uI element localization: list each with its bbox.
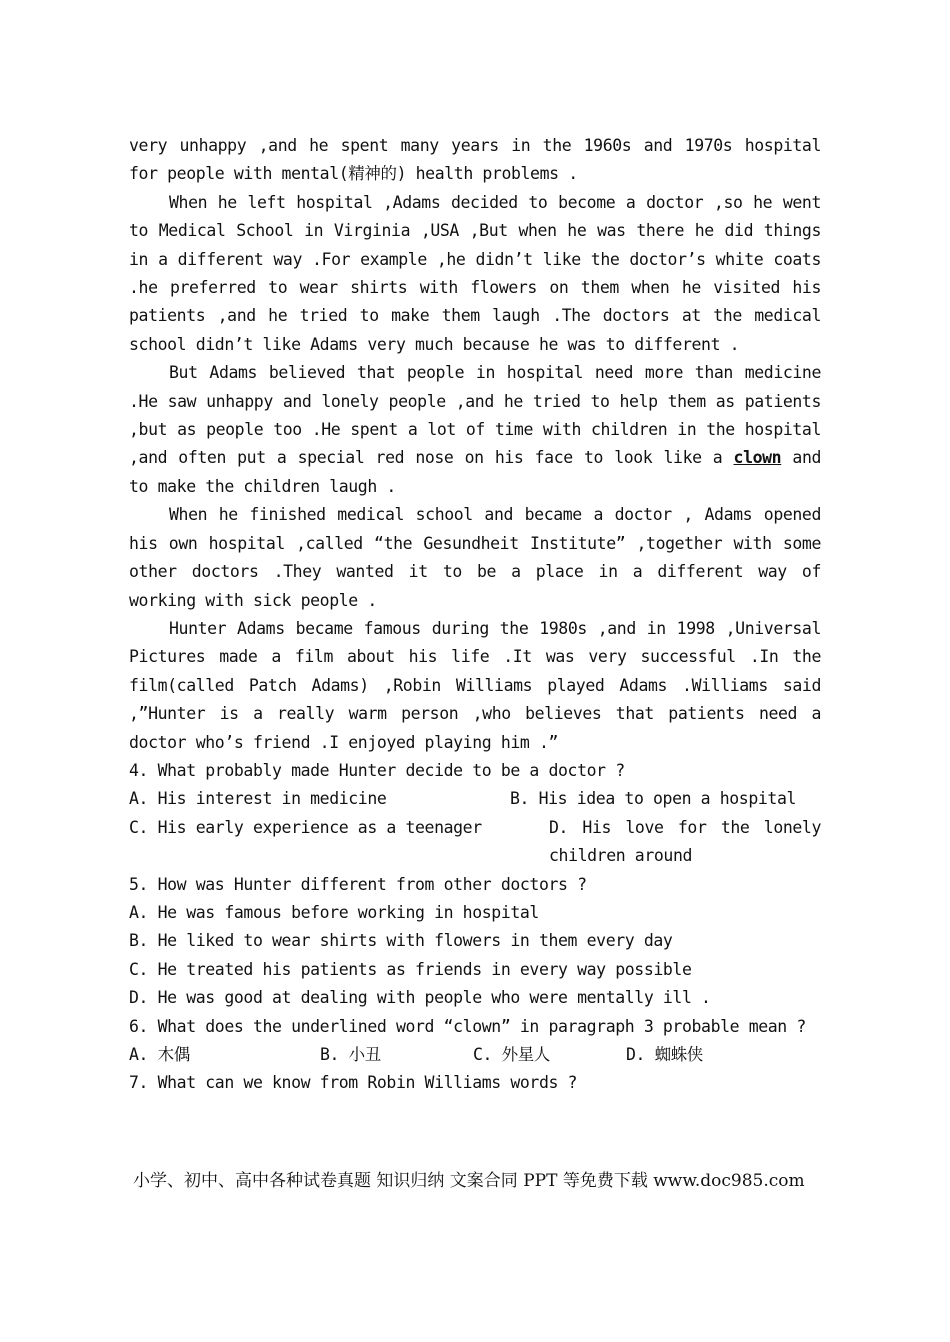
question-4-stem: 4. What probably made Hunter decide to be a doctor ? — [129, 760, 625, 780]
question-7-stem: 7. What can we know from Robin Williams words ? — [129, 1073, 578, 1093]
question-4-option-b: B. His idea to open a hospital — [510, 789, 797, 809]
question-6-option-a: A. 木偶 — [129, 1045, 190, 1065]
question-4-option-a: A. His interest in medicine — [129, 789, 387, 809]
question-4-option-d: D. His love for the lonely children around — [549, 817, 821, 866]
question-5-option-d: D. He was good at dealing with people who were mentally ill . — [129, 988, 711, 1008]
paragraph-2 — [129, 359, 821, 501]
question-6-option-b: B. 小丑 — [320, 1045, 381, 1065]
question-5-stem: 5. How was Hunter different from other doctors ? — [129, 874, 587, 894]
question-4-row-1 — [129, 785, 821, 813]
question-6-options — [129, 1041, 821, 1069]
underlined-word-clown: clown — [733, 448, 782, 468]
reading-passage — [129, 132, 821, 1098]
question-6-option-c: C. 外星人 — [473, 1045, 550, 1065]
paragraph-4: Hunter Adams became famous during the 1980s ,and in 1998 ,Universal Pictures made a film about his life .It was very successful .In the film(called Patch Adams) ,Robin Williams played Adams .Williams said ,”Hunter is a really warm person ,who believes that patients need a doctor who’s friend .I enjoyed playing him .” — [129, 618, 821, 752]
page-footer: 小学、初中、高中各种试卷真题 知识归纳 文案合同 PPT 等免费下载 www.doc985.com — [133, 1171, 805, 1191]
question-5-option-c: C. He treated his patients as friends in every way possible — [129, 959, 692, 979]
paragraph-1: When he left hospital ,Adams decided to become a doctor ,so he went to Medical School in Virginia ,USA ,But when he was there he did things in a different way .For example ,he didn’t like the doctor’s white coats .he preferred to wear shirts with flowers on them when he visited his patients ,and he tried to make them laugh .The doctors at the medical school didn’t like Adams very much because he was to different . — [129, 192, 821, 354]
paragraph-2-text-b: and to make the children laugh . — [129, 448, 822, 496]
question-5-option-b: B. He liked to wear shirts with flowers in them every day — [129, 931, 673, 951]
paragraph-continuation: very unhappy ,and he spent many years in the 1960s and 1970s hospital for people with mental(精神的) health problems . — [129, 136, 821, 184]
paragraph-2-text-a: But Adams believed that people in hospital need more than medicine .He saw unhappy and lonely people ,and he tried to help them as patients ,but as people too .He spent a lot of time with children in the hospital ,and often put a special red nose on his face to look like a — [129, 363, 821, 468]
question-6-stem: 6. What does the underlined word “clown” in paragraph 3 probable mean ? — [129, 1016, 806, 1036]
question-5-option-a: A. He was famous before working in hospital — [129, 902, 539, 922]
question-4-option-c: C. His early experience as a teenager — [129, 817, 482, 837]
question-6-option-d: D. 蜘蛛侠 — [626, 1045, 703, 1065]
paragraph-3: When he finished medical school and became a doctor , Adams opened his own hospital ,called “the Gesundheit Institute” ,together with some other doctors .They wanted it to be a place in a different way of working with sick people . — [129, 505, 821, 610]
